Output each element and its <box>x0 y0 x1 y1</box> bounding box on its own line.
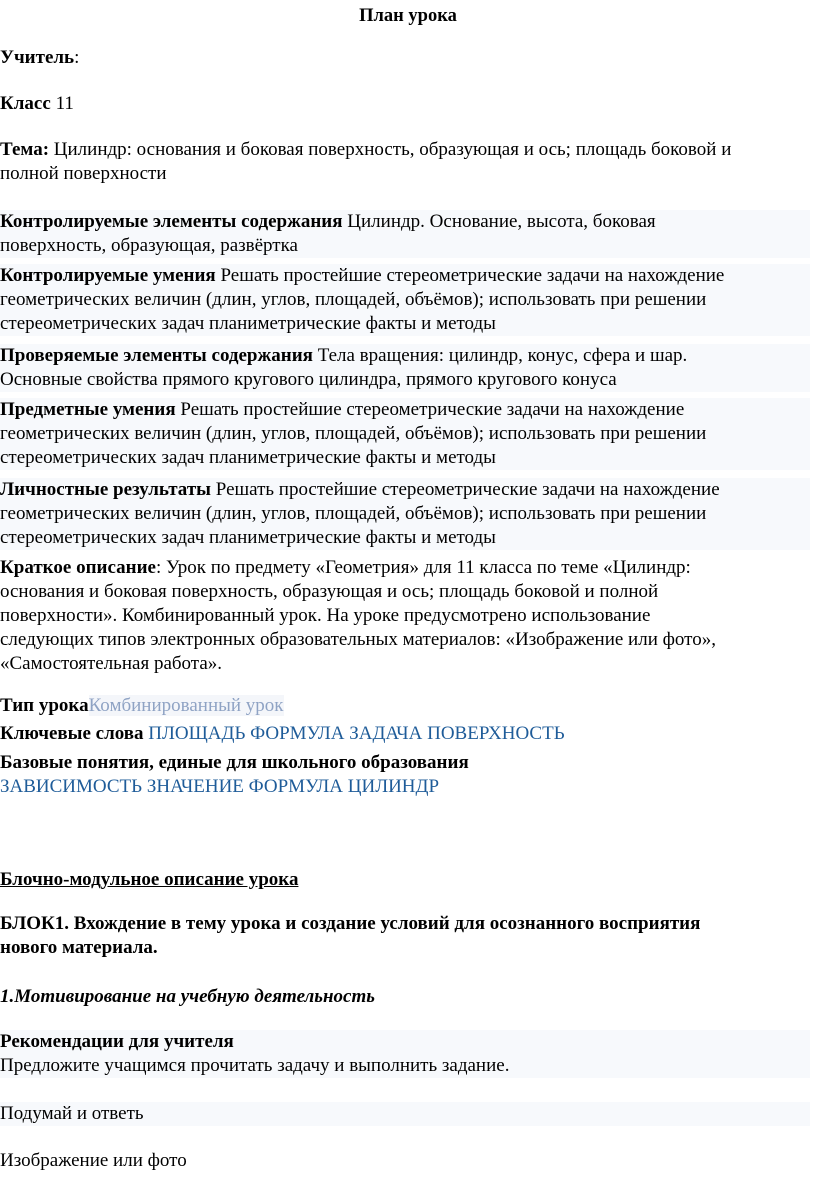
block-description-heading: Блочно-модульное описание урока <box>0 869 299 890</box>
summary-label: Краткое описание <box>0 557 156 578</box>
teacher-line: Учитель: <box>0 47 80 68</box>
checked-content-block: Проверяемые элементы содержания Тела вращения: цилиндр, конус, сфера и шар. Основные свойства прямого кругового цилиндра, прямого кругового конуса <box>0 344 810 392</box>
lesson-type-value: Комбинированный урок <box>88 695 284 716</box>
topic-line-2: полной поверхности <box>0 163 167 184</box>
controlled-skills-block: Контролируемые умения Решать простейшие стереометрические задачи на нахождение геометрических величин (длин, углов, площадей, объёмов); использовать при решении стереометрических задач планиметрические факты и методы <box>0 264 810 336</box>
grade-value: 11 <box>55 93 74 114</box>
keyword-item[interactable]: ПЛОЩАДЬ <box>148 723 246 744</box>
page-title: План урока <box>359 6 457 26</box>
topic-line-1: Цилиндр: основания и боковая поверхность, образующая и ось; площадь боковой и <box>53 139 732 160</box>
teacher-recommendations-text: Предложите учащимся прочитать задачу и выполнить задание. <box>0 1055 510 1076</box>
concept-item[interactable]: ЦИЛИНДР <box>347 776 440 797</box>
topic-block <box>0 138 810 186</box>
subject-skills-label: Предметные умения <box>0 399 176 420</box>
concept-item[interactable]: ЗНАЧЕНИЕ <box>146 776 244 797</box>
teacher-label: Учитель <box>0 47 75 68</box>
personal-results-label: Личностные результаты <box>0 479 211 500</box>
keywords-label: Ключевые слова <box>0 723 144 744</box>
controlled-skills-label: Контролируемые умения <box>0 265 216 286</box>
grade-line <box>0 92 74 116</box>
think-and-answer: Подумай и ответь <box>0 1102 810 1126</box>
base-concepts-block <box>0 751 810 799</box>
keyword-item[interactable]: ЗАДАЧА <box>349 723 423 744</box>
keyword-item[interactable]: ПОВЕРХНОСТЬ <box>427 723 565 744</box>
lesson-type-line <box>0 694 284 718</box>
grade-label: Класс <box>0 93 51 114</box>
controlled-content-label: Контролируемые элементы содержания <box>0 211 343 232</box>
personal-results-block: Личностные результаты Решать простейшие стереометрические задачи на нахождение геометрических величин (длин, углов, площадей, объёмов); использовать при решении стереометрических задач планиметрические факты и методы <box>0 478 810 550</box>
subject-skills-block: Предметные умения Решать простейшие стереометрические задачи на нахождение геометрических величин (длин, углов, площадей, объёмов); использовать при решении стереометрических задач планиметрические факты и методы <box>0 398 810 470</box>
keyword-item[interactable]: ФОРМУЛА <box>250 723 345 744</box>
image-or-photo: Изображение или фото <box>0 1150 187 1171</box>
teacher-recommendations-label: Рекомендации для учителя <box>0 1031 234 1052</box>
base-concepts-label: Базовые понятия, единые для школьного образования <box>0 752 469 773</box>
lesson-type-label: Тип урока <box>0 695 89 716</box>
checked-content-label: Проверяемые элементы содержания <box>0 345 313 366</box>
controlled-content-block: Контролируемые элементы содержания Цилиндр. Основание, высота, боковая поверхность, образующая, развёртка <box>0 210 810 258</box>
keywords-line <box>0 722 565 746</box>
topic-label: Тема: <box>0 139 50 160</box>
motivation-heading: 1.Мотивирование на учебную деятельность <box>0 986 375 1007</box>
block1-heading: БЛОК1. Вхождение в тему урока и создание условий для осознанного восприятия нового материала. <box>0 913 701 958</box>
concept-item[interactable]: ФОРМУЛА <box>248 776 343 797</box>
summary-block: Краткое описание: Урок по предмету «Геометрия» для 11 класса по теме «Цилиндр: основания и боковая поверхность, образующая и ось; площадь боковой и полной поверхности». Комбинированный урок. На уроке предусмотрено использование следующих типов электронных образовательных материалов: «Изображение или фото», «Самостоятельная работа». <box>0 557 716 674</box>
teacher-recommendations-block <box>0 1030 810 1078</box>
concept-item[interactable]: ЗАВИСИМОСТЬ <box>0 776 143 797</box>
